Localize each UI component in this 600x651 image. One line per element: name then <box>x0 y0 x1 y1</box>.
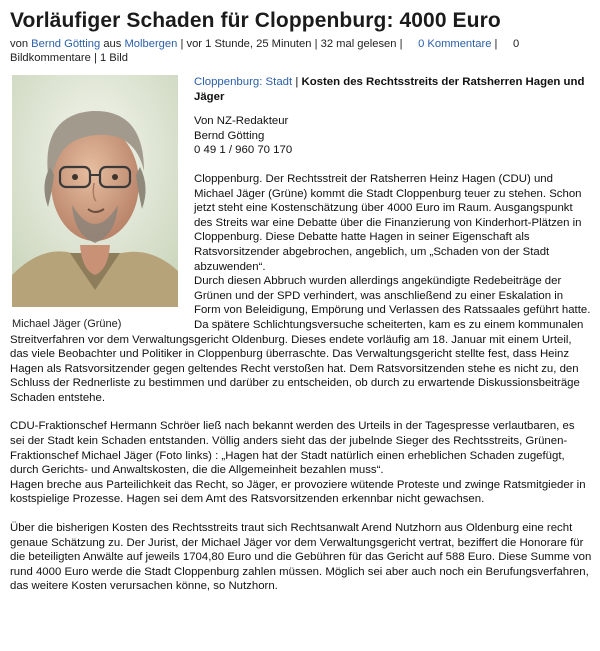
paragraph: Durch diesen Abbruch wurden allerdings angekündigte Redebeiträge der Grünen und der SPD verhindert, was anschließend zu einer Eskalation in Form von Beleidigung, Empörung und Verlassen des Ratssaales geführt hatte. <box>194 275 591 317</box>
kicker-separator: | <box>295 76 299 88</box>
paragraph: Da spätere Schlichtungsversuche scheiterten, kam es zu einem kommunalen Streitverfahren vor dem Verwaltungsgericht Oldenburg. Dieses endete vorläufig am 18. Januar mit einem Urteil, das viele Beobachter und Politiker in Cloppenburg überraschte. Das Verwaltungsgericht stellte fest, dass Heinz Hagen als Ratsvorsitzender gegen geltendes Recht verstoßen hat. Dem Ratsvorsitzenden stehe es nicht zu, den Schluss der Rednerliste zu bestimmen und darüber zu entscheiden, ob durch zu erwartende Diskussionsbeiträge Schaden entstehe. <box>10 318 584 404</box>
meta-images: 1 Bild <box>99 52 128 64</box>
kicker-place[interactable]: Cloppenburg: Stadt <box>194 76 293 88</box>
paragraph: Hagen breche aus Parteilichkeit das Recht, so Jäger, er provoziere wütende Proteste und zwinge Ratsmitgieder in kostspielige Prozesse. Hagen sei dem Amt des Ratsvorsitzenden erkennbar nicht gewachsen. <box>10 478 586 506</box>
portrait-photo[interactable] <box>12 75 178 307</box>
photo-box <box>10 75 180 332</box>
author-phone: 0 49 1 / 960 70 170 <box>194 144 293 157</box>
kicker-title: Kosten des Rechtsstreits der Ratsherren Hagen und Jäger <box>194 76 585 103</box>
meta-image-comments: 0 Bildkommentare <box>10 38 520 64</box>
meta-separator: | <box>180 38 184 50</box>
meta-separator: | <box>93 52 97 64</box>
comments-link[interactable]: 0 Kommentare <box>418 38 492 50</box>
photo-caption: Michael Jäger (Grüne) <box>12 318 122 330</box>
meta-separator: | <box>494 38 498 50</box>
meta-separator: | <box>314 38 318 50</box>
author-link[interactable]: Bernd Götting <box>31 38 101 50</box>
portrait-image <box>12 75 178 307</box>
meta-from-word: aus <box>103 38 122 50</box>
meta-separator: | <box>399 38 403 50</box>
author-line: Von NZ-Redakteur <box>194 115 289 128</box>
paragraph: CDU-Fraktionschef Hermann Schröer ließ nach bekannt werden des Urteils in der Tagespresse verlautbaren, es sei der Stadt kein Schaden entstanden. Völlig anders sieht das der jubelnde Sieger des Rechtsstreits, Grünen-Fraktionschef Michael Jäger (Foto links) : „Hagen hat der Stadt natürlich einen erheblichen Schaden zugefügt, durch Gerichts- und Anwaltskosten, die die Allgemeinheit bezahlen muss“. <box>10 420 575 477</box>
article-content <box>10 75 592 594</box>
meta-time: vor 1 Stunde, 25 Minuten <box>186 38 312 50</box>
paragraph: Cloppenburg. Der Rechtsstreit der Ratsherren Heinz Hagen (CDU) und Michael Jäger (Grüne) kommt die Stadt Cloppenburg teuer zu stehen. Schon jetzt steht eine Kostenschätzung über 4000 Euro im Raum. Ausgangspunkt des Streits war eine Debatte über die Finanzierung von Kinderhort-Plätzen in Cloppenburg. Diese Debatte hatte Hagen in seiner Eigenschaft als Ratsvorsitzender abgebrochen, angeblich, um „Schaden von der Stadt abzuwenden“. <box>194 172 582 273</box>
meta-reads: 32 mal gelesen <box>320 38 397 50</box>
location-link[interactable]: Molbergen <box>124 38 178 50</box>
headline: Vorläufiger Schaden für Cloppenburg: 4000 Euro <box>10 9 501 32</box>
author-name: Bernd Götting <box>194 129 265 142</box>
article-meta <box>10 37 592 65</box>
paragraph: Über die bisherigen Kosten des Rechtsstreits traut sich Rechtsanwalt Arend Nutzhorn aus Oldenburg eine recht genaue Schätzung zu. Der Jurist, der Michael Jäger vor dem Verwaltungsgericht vertrat, beziffert die Honorare für die beteiligten Anwälte auf jeweils 1704,80 Euro und die Gebühren für das Gericht auf 588 Euro. Diese Summe von rund 4000 Euro werde die Stadt Cloppenburg zahlen müssen. Möglich sei aber auch noch ein Berufungsverfahren, das weitere Kosten verursachen könne, so Nutzhorn. <box>10 522 592 593</box>
meta-prefix: von <box>10 38 29 50</box>
